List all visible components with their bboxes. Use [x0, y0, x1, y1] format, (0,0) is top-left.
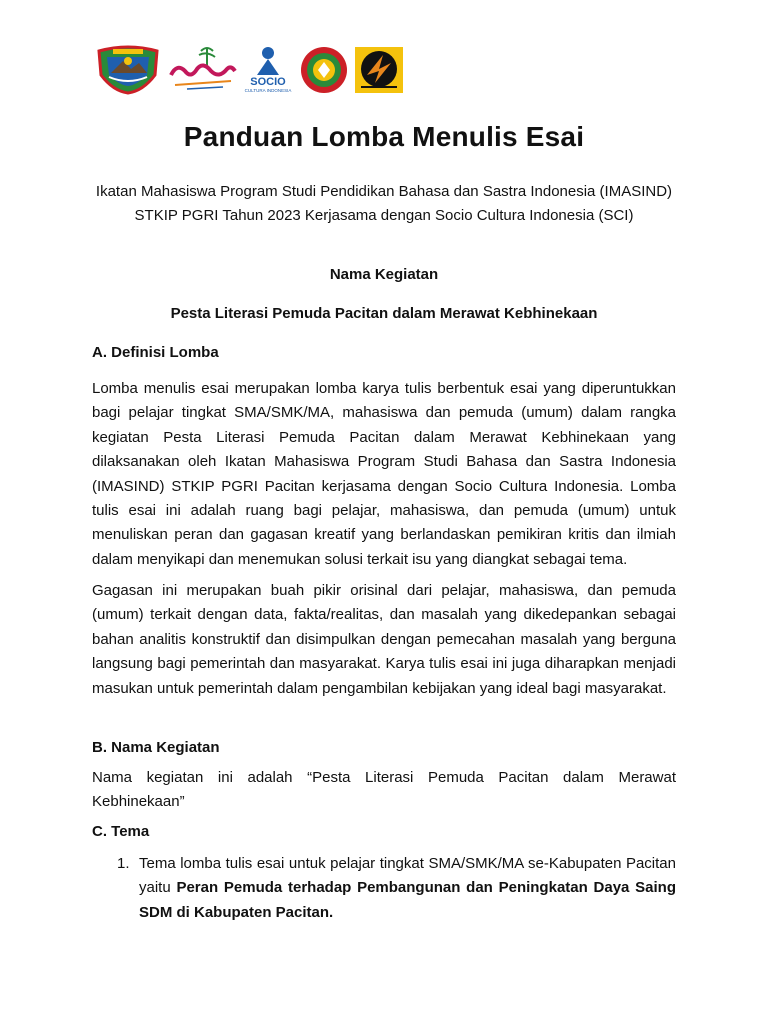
list-item-text-bold: Peran Pemuda terhadap Pembangunan dan Peningkatan Daya Saing SDM di Kabupaten Pacitan.	[139, 879, 676, 921]
section-a-paragraph-1: Lomba menulis esai merupakan lomba karya tulis berbentuk esai yang diperuntukkan bagi pelajar tingkat SMA/SMK/MA, mahasiswa dan pemuda (umum) dalam rangka kegiatan Pesta Literasi Pemuda Pacitan dalam Merawat Kebhinekaan yang dilaksanakan oleh Ikatan Mahasiswa Program Studi Bahasa dan Sastra Indonesia (IMASIND) STKIP PGRI Pacitan kerjasama dengan Socio Cultura Indonesia. Lomba tulis esai ini adalah ruang bagi pelajar, mahasiswa, dan pemuda (umum) untuk menuliskan peran dan gagasan kreatif yang berlandaskan pemikiran kritis dan ilmiah dalam menyikapi dan menemukan solusi terkait isu yang diangkat sebagai tema.	[92, 380, 676, 568]
list-item-text-plain: Tema lomba tulis esai untuk pelajar tingkat SMA/SMK/MA se-Kabupaten Pacitan yaitu	[139, 855, 676, 897]
activity-label: Nama Kegiatan	[329, 266, 439, 283]
socio-logo-text: SOCIO	[250, 76, 286, 88]
page-title: Panduan Lomba Menulis Esai	[183, 121, 585, 152]
section-b-paragraph: Nama kegiatan ini adalah “Pesta Literasi Pemuda Pacitan dalam Merawat Kebhinekaan”	[92, 769, 676, 811]
socio-cultura-indonesia-logo-icon	[241, 45, 295, 95]
section-a-paragraph-2: Gagasan ini merupakan buah pikir orisinal dari pelajar, mahasiswa, dan pemuda (umum) terkait dengan data, fakta/realitas, dan masalah yang dikedepankan sebagai bahan analitis konstruktif dan disimpulkan dengan pemecahan masalah yang berguna langsung bagi pemerintah dan masyarakat. Karya tulis esai ini juga diharapkan menjadi masukan untuk pemerintah dalam pengambilan kebijakan yang ideal bagi masyarakat.	[92, 582, 676, 697]
list-item-text	[139, 852, 676, 925]
imasind-emblem-icon	[353, 45, 405, 95]
pacitan-regency-emblem-icon	[93, 45, 163, 95]
pacitan-paradise-of-java-logo-icon	[167, 45, 237, 95]
stkip-pgri-emblem-icon	[299, 45, 349, 95]
organizer-subtitle: Ikatan Mahasiswa Program Studi Pendidikan Bahasa dan Sastra Indonesia (IMASIND) STKIP PGRI Tahun 2023 Kerjasama dengan Socio Cultura Indonesia (SCI)	[95, 183, 673, 224]
list-item	[92, 852, 676, 932]
section-b-heading: B. Nama Kegiatan	[92, 739, 220, 756]
socio-logo-subtext: CULTURA INDONESIA	[244, 88, 292, 93]
activity-name: Pesta Literasi Pemuda Pacitan dalam Merawat Kebhinekaan	[170, 305, 598, 322]
logo-strip	[93, 44, 405, 96]
section-c-heading: C. Tema	[92, 823, 150, 840]
section-a-heading: A. Definisi Lomba	[92, 344, 219, 361]
list-item-number: 1.	[117, 855, 130, 872]
